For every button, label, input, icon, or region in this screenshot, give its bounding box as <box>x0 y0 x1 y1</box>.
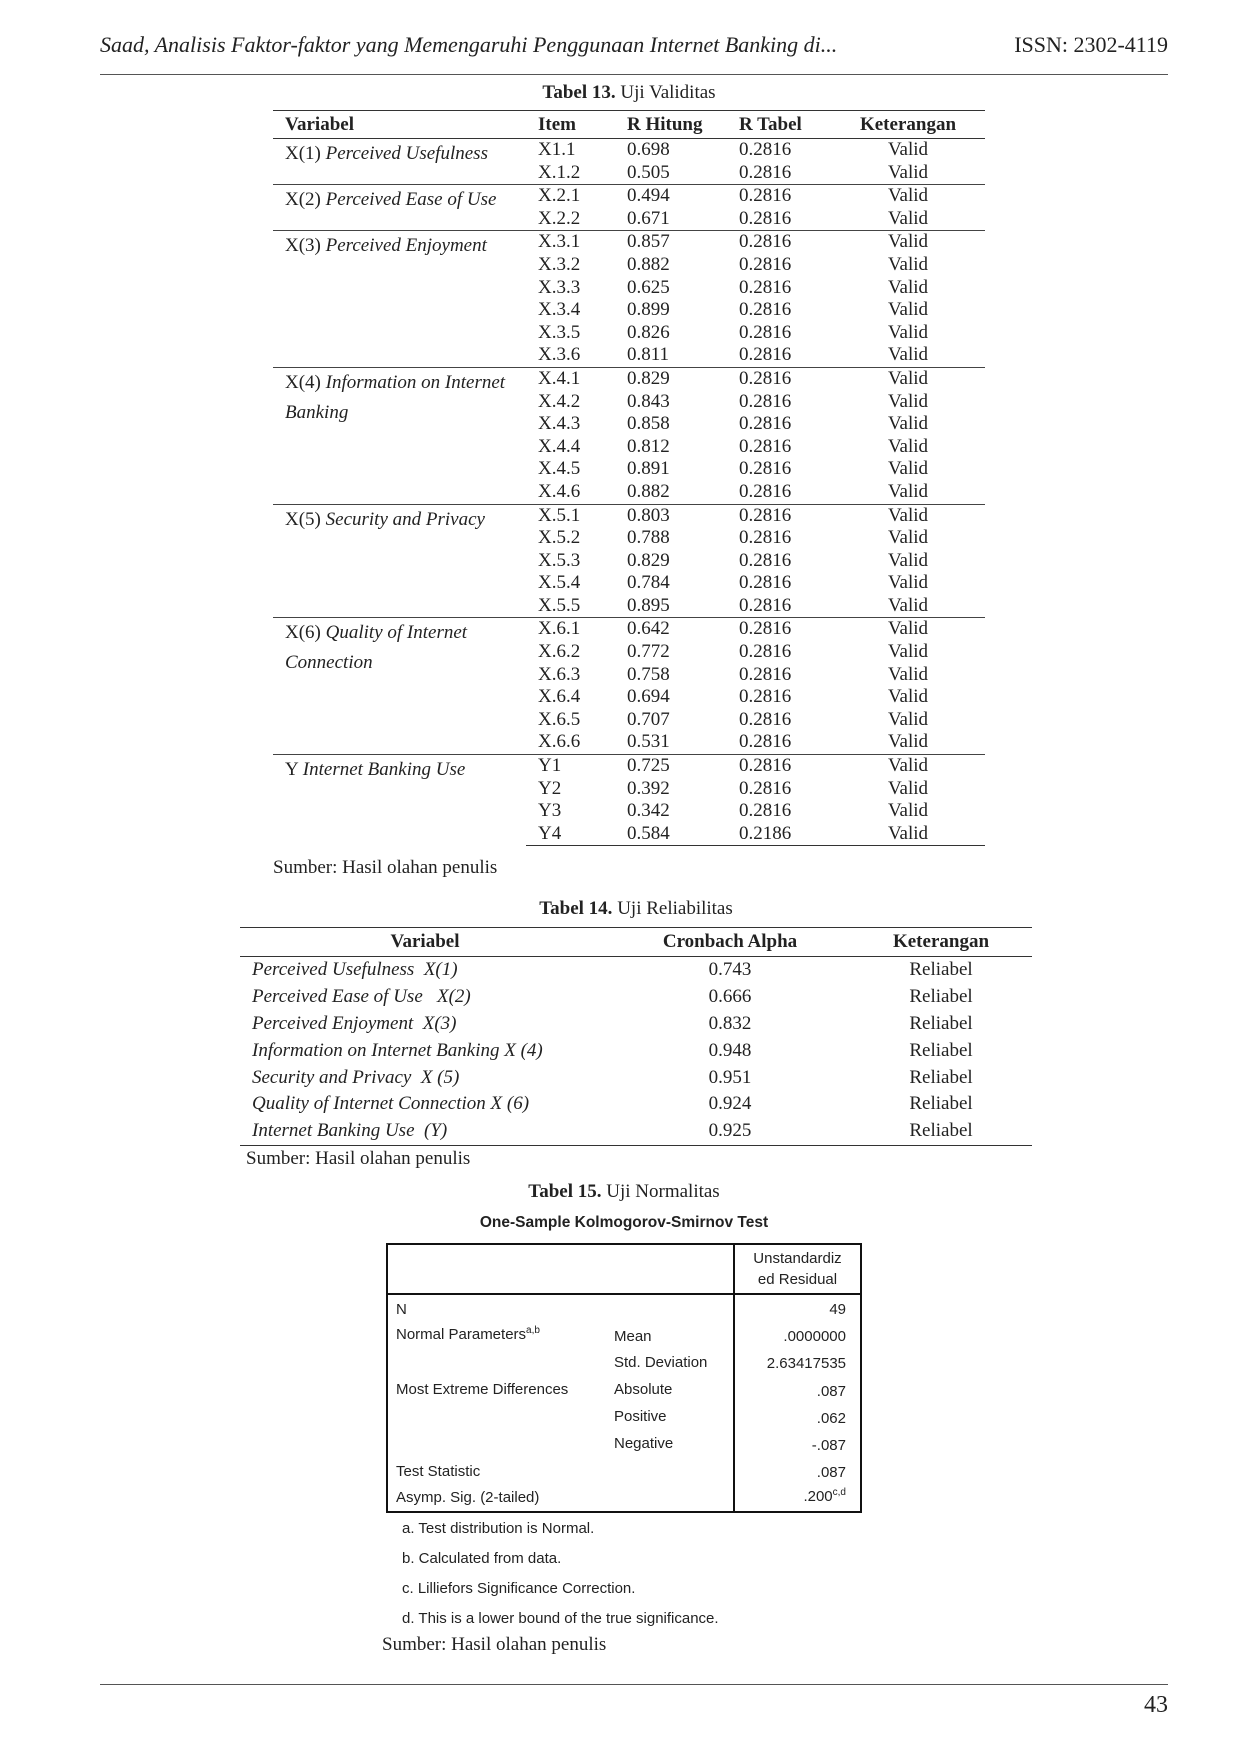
keterangan-cell: Valid <box>887 527 929 549</box>
r-hitung-cell: 0.829 <box>627 549 670 571</box>
issn: ISSN: 2302-4119 <box>1014 32 1168 57</box>
variable-code: X(1) <box>285 143 321 164</box>
ks-footnotes <box>402 1514 719 1634</box>
keterangan-cell: Valid <box>831 139 985 162</box>
table-row <box>273 504 985 527</box>
keterangan-cell: Reliabel <box>909 1066 973 1088</box>
keterangan-cell: Valid <box>887 299 929 321</box>
table-row <box>240 1118 1032 1145</box>
r-tabel-cell: 0.2816 <box>739 435 792 457</box>
r-tabel-cell: 0.2816 <box>739 731 792 753</box>
cronbach-alpha-cell: 0.925 <box>610 1118 850 1145</box>
keterangan-cell: Valid <box>887 458 929 480</box>
item-cell: Y2 <box>538 777 562 799</box>
variable-cell: Perceived Usefulness X(1) <box>252 959 458 981</box>
table13-caption <box>273 82 985 104</box>
r-hitung-cell: 0.899 <box>627 299 670 321</box>
item-cell: X.4.1 <box>526 367 615 390</box>
spss-table-title: One-Sample Kolmogorov-Smirnov Test <box>479 1214 769 1231</box>
item-cell: X.4.5 <box>538 458 581 480</box>
column-header: Keterangan <box>850 928 1032 957</box>
r-hitung-cell: 0.891 <box>627 458 670 480</box>
item-cell: X.6.6 <box>538 731 581 753</box>
r-tabel-cell: 0.2816 <box>739 527 792 549</box>
column-header: Variabel <box>273 111 526 139</box>
r-hitung-cell: 0.671 <box>627 207 670 229</box>
r-tabel-cell: 0.2186 <box>727 823 831 846</box>
item-cell: X.3.1 <box>526 231 615 254</box>
item-cell: X.3.4 <box>538 299 581 321</box>
keterangan-cell: Reliabel <box>909 959 973 981</box>
variable-cell: Perceived Enjoyment X(3) <box>252 1012 457 1034</box>
table-row <box>273 618 985 641</box>
keterangan-cell: Valid <box>831 231 985 254</box>
positive-label: Positive <box>614 1408 667 1425</box>
variable-code: X(3) <box>285 235 321 257</box>
test-stat-label: Test Statistic <box>396 1463 481 1480</box>
keterangan-cell: Valid <box>887 800 929 822</box>
keterangan-cell: Valid <box>887 663 929 685</box>
item-cell: Y4 <box>526 823 615 846</box>
table14-caption-label: Tabel 14. <box>539 898 613 919</box>
r-hitung-cell: 0.772 <box>627 641 670 663</box>
table-row <box>240 1091 1032 1118</box>
item-cell: X.2.1 <box>526 185 615 208</box>
extreme-label: Most Extreme Differences <box>396 1381 569 1398</box>
table-header-row <box>273 111 985 139</box>
item-cell: X.4.6 <box>538 480 581 502</box>
cronbach-alpha-cell: 0.743 <box>708 959 752 981</box>
r-hitung-cell: 0.698 <box>615 139 727 162</box>
table-row <box>273 139 985 162</box>
asymp-label: Asymp. Sig. (2-tailed) <box>396 1489 540 1506</box>
r-tabel-cell: 0.2816 <box>727 618 831 641</box>
table-row <box>273 755 985 778</box>
keterangan-cell: Reliabel <box>909 986 973 1008</box>
r-hitung-cell: 0.494 <box>615 185 727 208</box>
item-cell: X.5.3 <box>538 549 581 571</box>
item-cell: X.5.5 <box>538 594 581 616</box>
item-cell: X.4.3 <box>538 413 581 435</box>
r-tabel-cell: 0.2816 <box>727 231 831 254</box>
r-tabel-cell: 0.2816 <box>739 480 792 502</box>
keterangan-cell: Valid <box>887 253 929 275</box>
variable-cell: Perceived Ease of Use X(2) <box>252 986 471 1008</box>
variable-name: Security and Privacy <box>325 508 485 530</box>
column-header: R Tabel <box>727 111 831 139</box>
column-header: R Hitung <box>615 111 727 139</box>
column-header: Item <box>526 111 615 139</box>
variable-cell <box>273 367 526 504</box>
r-tabel-cell: 0.2816 <box>739 663 792 685</box>
item-cell: Y1 <box>526 755 615 778</box>
variable-cell: Security and Privacy X (5) <box>252 1066 460 1088</box>
r-tabel-cell: 0.2816 <box>739 572 792 594</box>
variable-name: Information on Internet Banking <box>285 371 506 423</box>
footer-divider <box>100 1684 1168 1685</box>
std-label: Std. Deviation <box>614 1354 708 1371</box>
r-tabel-cell: 0.2816 <box>727 139 831 162</box>
table-row <box>240 1064 1032 1091</box>
asymp-value-text: .200 <box>803 1488 833 1505</box>
r-tabel-cell: 0.2816 <box>727 185 831 208</box>
r-hitung-cell: 0.811 <box>627 344 670 366</box>
keterangan-cell: Valid <box>831 367 985 390</box>
table14-source: Sumber: Hasil olahan penulis <box>246 1148 471 1169</box>
n-value: 49 <box>829 1301 846 1318</box>
keterangan-cell: Valid <box>887 641 929 663</box>
keterangan-cell: Valid <box>887 572 929 594</box>
r-hitung-cell: 0.882 <box>627 253 670 275</box>
r-tabel-cell: 0.2816 <box>727 367 831 390</box>
column-header: Cronbach Alpha <box>610 928 850 957</box>
item-cell: X.3.6 <box>538 344 581 366</box>
r-tabel-cell: 0.2816 <box>739 458 792 480</box>
table-header-row <box>240 928 1032 957</box>
item-cell: X.4.2 <box>538 390 581 412</box>
page-number: 43 <box>1144 1692 1168 1718</box>
r-hitung-cell: 0.707 <box>627 708 670 730</box>
item-cell: X.6.4 <box>538 686 581 708</box>
mean-value: .0000000 <box>783 1328 846 1345</box>
table15-caption-text: Uji Normalitas <box>606 1181 720 1202</box>
keterangan-cell: Valid <box>887 594 929 616</box>
r-tabel-cell: 0.2816 <box>727 755 831 778</box>
variable-name: Perceived Enjoyment <box>325 235 487 257</box>
variable-code: X(4) <box>285 371 321 393</box>
column-header: Keterangan <box>831 111 985 139</box>
item-cell: X.1.2 <box>538 161 581 183</box>
item-cell: X1.1 <box>526 139 615 162</box>
table-row <box>240 984 1032 1011</box>
r-hitung-cell: 0.812 <box>627 435 670 457</box>
n-label: N <box>396 1301 407 1318</box>
r-hitung-cell: 0.858 <box>627 413 670 435</box>
variable-name: Quality of Internet Connection <box>285 622 468 674</box>
keterangan-cell: Valid <box>887 207 929 229</box>
table15-caption-label: Tabel 15. <box>528 1181 602 1202</box>
variable-cell: Internet Banking Use (Y) <box>240 1118 610 1145</box>
footnote: a. Test distribution is Normal. <box>402 1520 595 1537</box>
variable-name: Perceived Ease of Use <box>325 189 497 211</box>
r-hitung-cell: 0.895 <box>627 594 670 616</box>
keterangan-cell: Reliabel <box>909 1012 973 1034</box>
absolute-label: Absolute <box>614 1381 673 1398</box>
absolute-value: .087 <box>816 1383 846 1400</box>
keterangan-cell: Valid <box>831 504 985 527</box>
item-cell: X.5.2 <box>538 527 581 549</box>
variable-code: Y <box>285 759 299 781</box>
variable-cell <box>273 504 526 618</box>
keterangan-cell: Valid <box>887 344 929 366</box>
table13-source: Sumber: Hasil olahan penulis <box>273 857 498 878</box>
r-tabel-cell: 0.2816 <box>739 299 792 321</box>
r-tabel-cell: 0.2816 <box>739 641 792 663</box>
item-cell: X.6.1 <box>526 618 615 641</box>
table-row <box>273 367 985 390</box>
keterangan-cell: Valid <box>831 823 985 846</box>
r-hitung-cell: 0.642 <box>615 618 727 641</box>
table-row <box>273 185 985 208</box>
asymp-sup: c,d <box>832 1487 846 1498</box>
keterangan-cell: Valid <box>887 413 929 435</box>
cronbach-alpha-cell: 0.948 <box>708 1039 752 1061</box>
cronbach-alpha-cell: 0.666 <box>708 986 752 1008</box>
r-hitung-cell: 0.342 <box>627 800 670 822</box>
keterangan-cell: Valid <box>887 686 929 708</box>
ks-column-header-line: ed Residual <box>757 1271 838 1288</box>
r-tabel-cell: 0.2816 <box>727 504 831 527</box>
r-hitung-cell: 0.882 <box>627 480 670 502</box>
table15-caption <box>386 1181 862 1203</box>
test-stat-value: .087 <box>816 1464 846 1481</box>
std-value: 2.63417535 <box>766 1355 846 1372</box>
item-cell: X.5.1 <box>526 504 615 527</box>
item-cell: X.3.3 <box>538 276 581 298</box>
keterangan-cell: Valid <box>887 390 929 412</box>
r-hitung-cell: 0.758 <box>627 663 670 685</box>
r-hitung-cell: 0.826 <box>627 321 670 343</box>
asymp-value <box>803 1487 846 1505</box>
r-tabel-cell: 0.2816 <box>739 207 792 229</box>
footnote: c. Lilliefors Significance Correction. <box>402 1580 636 1597</box>
r-tabel-cell: 0.2816 <box>739 777 792 799</box>
table13-caption-label: Tabel 13. <box>542 82 616 103</box>
table15-source: Sumber: Hasil olahan penulis <box>382 1634 607 1655</box>
keterangan-cell: Valid <box>831 755 985 778</box>
header-divider <box>388 1293 860 1295</box>
r-hitung-cell: 0.857 <box>615 231 727 254</box>
variable-cell <box>273 755 526 846</box>
cronbach-alpha-cell: 0.951 <box>708 1066 752 1088</box>
item-cell: X.3.5 <box>538 321 581 343</box>
r-hitung-cell: 0.843 <box>627 390 670 412</box>
r-tabel-cell: 0.2816 <box>739 686 792 708</box>
keterangan-cell: Valid <box>887 161 929 183</box>
keterangan-cell: Reliabel <box>909 1039 973 1061</box>
item-cell: X.2.2 <box>538 207 581 229</box>
r-tabel-cell: 0.2816 <box>739 344 792 366</box>
table-row <box>273 231 985 254</box>
ks-column-header-line: Unstandardiz <box>753 1250 842 1267</box>
r-hitung-cell: 0.803 <box>615 504 727 527</box>
keterangan-cell: Reliabel <box>850 1118 1032 1145</box>
header-divider <box>100 74 1168 75</box>
footnote: d. This is a lower bound of the true significance. <box>402 1610 719 1627</box>
variable-name: Internet Banking Use <box>302 759 466 781</box>
variable-cell <box>273 185 526 231</box>
r-hitung-cell: 0.392 <box>627 777 670 799</box>
r-tabel-cell: 0.2816 <box>739 413 792 435</box>
keterangan-cell: Valid <box>887 276 929 298</box>
r-hitung-cell: 0.505 <box>627 161 670 183</box>
r-tabel-cell: 0.2816 <box>739 390 792 412</box>
r-tabel-cell: 0.2816 <box>739 708 792 730</box>
item-cell: X.4.4 <box>538 435 581 457</box>
keterangan-cell: Valid <box>887 708 929 730</box>
reliability-table-body <box>240 957 1032 1146</box>
keterangan-cell: Reliabel <box>909 1093 973 1115</box>
keterangan-cell: Valid <box>831 185 985 208</box>
column-header: Variabel <box>240 928 610 957</box>
normal-params-label <box>396 1325 540 1343</box>
footnote: b. Calculated from data. <box>402 1550 562 1567</box>
item-cell: X.3.2 <box>538 253 581 275</box>
table13-caption-text: Uji Validitas <box>620 82 716 103</box>
table-row <box>240 957 1032 984</box>
r-tabel-cell: 0.2816 <box>739 549 792 571</box>
table-row <box>240 1037 1032 1064</box>
r-hitung-cell: 0.531 <box>627 731 670 753</box>
r-tabel-cell: 0.2816 <box>739 594 792 616</box>
cronbach-alpha-cell: 0.832 <box>708 1012 752 1034</box>
r-hitung-cell: 0.694 <box>627 686 670 708</box>
r-tabel-cell: 0.2816 <box>739 161 792 183</box>
variable-name: Perceived Usefulness <box>325 143 488 164</box>
reliability-table <box>240 927 1032 1146</box>
variable-code: X(6) <box>285 622 321 644</box>
ks-column-header <box>735 1248 860 1290</box>
negative-value: -.087 <box>811 1437 846 1454</box>
mean-label: Mean <box>614 1328 652 1345</box>
ks-test-table <box>386 1243 862 1513</box>
r-hitung-cell: 0.584 <box>615 823 727 846</box>
keterangan-cell: Valid <box>887 480 929 502</box>
r-tabel-cell: 0.2816 <box>739 321 792 343</box>
running-title: Saad, Analisis Faktor-faktor yang Memengaruhi Penggunaan Internet Banking di... <box>100 32 838 57</box>
item-cell: X.6.2 <box>538 641 581 663</box>
normal-params-sup: a,b <box>526 1325 540 1336</box>
r-hitung-cell: 0.625 <box>627 276 670 298</box>
negative-label: Negative <box>614 1435 674 1452</box>
variable-cell <box>273 139 526 185</box>
variable-cell: Quality of Internet Connection X (6) <box>252 1093 530 1115</box>
table14-caption-text: Uji Reliabilitas <box>617 898 733 919</box>
item-cell: X.5.4 <box>538 572 581 594</box>
keterangan-cell: Valid <box>887 321 929 343</box>
r-tabel-cell: 0.2816 <box>739 276 792 298</box>
positive-value: .062 <box>816 1410 846 1427</box>
table14-caption <box>240 898 1032 920</box>
normal-params-text: Normal Parameters <box>396 1326 527 1343</box>
r-tabel-cell: 0.2816 <box>739 253 792 275</box>
r-hitung-cell: 0.784 <box>627 572 670 594</box>
keterangan-cell: Valid <box>831 618 985 641</box>
keterangan-cell: Valid <box>887 435 929 457</box>
item-cell: Y3 <box>538 800 562 822</box>
keterangan-cell: Valid <box>887 731 929 753</box>
variable-cell <box>273 231 526 368</box>
cronbach-alpha-cell: 0.924 <box>708 1093 752 1115</box>
variable-cell: Information on Internet Banking X (4) <box>252 1039 543 1061</box>
variable-cell <box>273 618 526 755</box>
item-cell: X.6.3 <box>538 663 581 685</box>
table-row <box>240 1011 1032 1038</box>
validity-table <box>273 110 985 846</box>
item-cell: X.6.5 <box>538 708 581 730</box>
variable-code: X(5) <box>285 508 321 530</box>
keterangan-cell: Valid <box>887 777 929 799</box>
r-hitung-cell: 0.829 <box>615 367 727 390</box>
keterangan-cell: Valid <box>887 549 929 571</box>
validity-table-body <box>273 139 985 846</box>
r-hitung-cell: 0.725 <box>615 755 727 778</box>
r-hitung-cell: 0.788 <box>627 527 670 549</box>
variable-code: X(2) <box>285 189 321 211</box>
r-tabel-cell: 0.2816 <box>739 800 792 822</box>
